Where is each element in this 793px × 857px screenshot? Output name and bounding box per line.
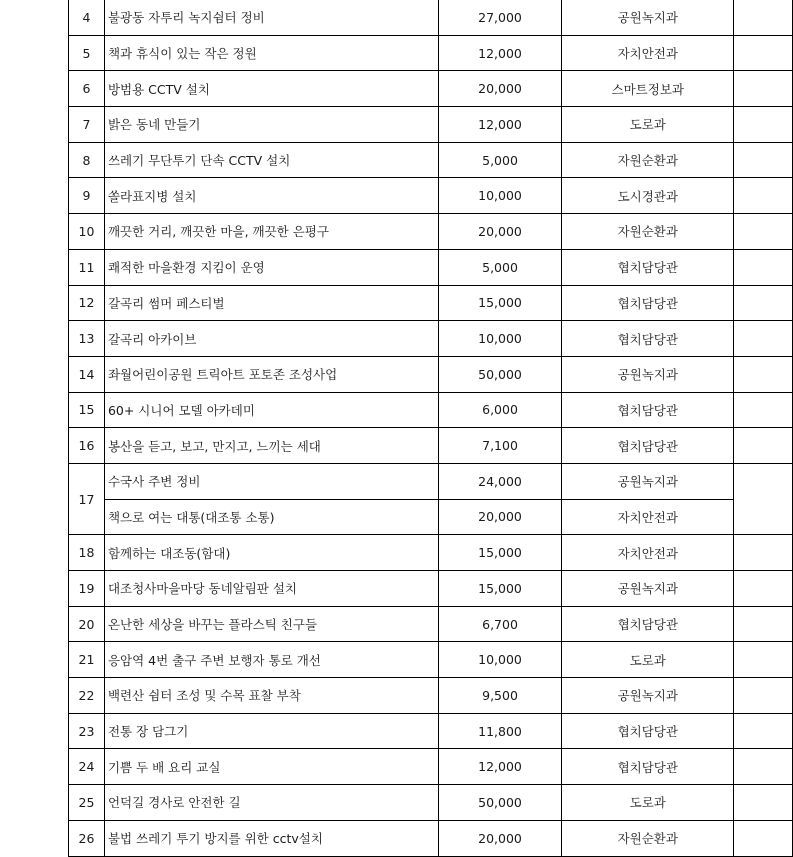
note-cell — [734, 321, 793, 357]
department-cell: 도로과 — [562, 785, 734, 821]
amount-cell: 5,000 — [438, 249, 562, 285]
note-cell — [734, 35, 793, 71]
row-number: 22 — [69, 678, 105, 714]
department-cell: 자원순환과 — [562, 142, 734, 178]
department-cell: 스마트정보과 — [562, 71, 734, 107]
table-row — [69, 713, 793, 749]
department-cell: 공원녹지과 — [562, 356, 734, 392]
table-row — [69, 71, 793, 107]
row-number: 6 — [69, 71, 105, 107]
amount-cell: 6,700 — [438, 606, 562, 642]
department-cell: 협치담당관 — [562, 749, 734, 785]
row-number: 14 — [69, 356, 105, 392]
amount-cell: 15,000 — [438, 535, 562, 571]
note-cell — [734, 678, 793, 714]
table-row — [69, 749, 793, 785]
amount-cell: 12,000 — [438, 35, 562, 71]
table-row — [69, 321, 793, 357]
table-row — [69, 214, 793, 250]
row-number: 24 — [69, 749, 105, 785]
amount-cell: 15,000 — [438, 285, 562, 321]
note-cell — [734, 356, 793, 392]
amount-cell: 12,000 — [438, 749, 562, 785]
project-name-cell: 대조청사마을마당 동네알림판 설치 — [104, 571, 438, 607]
department-cell: 공원녹지과 — [562, 0, 734, 35]
table-row — [69, 428, 793, 464]
department-cell: 자원순환과 — [562, 214, 734, 250]
department-cell: 도시경관과 — [562, 178, 734, 214]
project-name-cell: 불법 쓰레기 투기 방지를 위한 cctv설치 — [104, 820, 438, 856]
row-number: 7 — [69, 107, 105, 143]
note-cell — [734, 285, 793, 321]
note-cell — [734, 713, 793, 749]
note-cell — [734, 214, 793, 250]
amount-cell: 24,000 — [438, 463, 562, 499]
note-cell — [734, 142, 793, 178]
department-cell: 자치안전과 — [562, 499, 734, 535]
table-row — [69, 606, 793, 642]
note-cell — [734, 820, 793, 856]
note-cell — [734, 642, 793, 678]
project-name-cell: 깨끗한 거리, 깨끗한 마을, 깨끗한 은평구 — [104, 214, 438, 250]
row-number: 5 — [69, 35, 105, 71]
department-cell: 협치담당관 — [562, 249, 734, 285]
row-number: 20 — [69, 606, 105, 642]
project-name-cell: 응암역 4번 출구 주변 보행자 통로 개선 — [104, 642, 438, 678]
amount-cell: 7,100 — [438, 428, 562, 464]
table-row — [69, 392, 793, 428]
note-cell — [734, 107, 793, 143]
row-number: 18 — [69, 535, 105, 571]
project-name-cell: 60+ 시니어 모델 아카데미 — [104, 392, 438, 428]
table-row — [69, 0, 793, 35]
table-row — [69, 499, 793, 535]
row-number: 21 — [69, 642, 105, 678]
amount-cell: 50,000 — [438, 785, 562, 821]
row-number: 15 — [69, 392, 105, 428]
project-name-cell: 봉산을 듣고, 보고, 만지고, 느끼는 세대 — [104, 428, 438, 464]
amount-cell: 9,500 — [438, 678, 562, 714]
note-cell — [734, 535, 793, 571]
project-name-cell: 쏠라표지병 설치 — [104, 178, 438, 214]
department-cell: 협치담당관 — [562, 285, 734, 321]
table-row — [69, 356, 793, 392]
amount-cell: 10,000 — [438, 321, 562, 357]
table-row — [69, 178, 793, 214]
row-number: 11 — [69, 249, 105, 285]
note-cell — [734, 749, 793, 785]
table-row — [69, 463, 793, 499]
note-cell — [734, 392, 793, 428]
department-cell: 공원녹지과 — [562, 463, 734, 499]
amount-cell: 20,000 — [438, 214, 562, 250]
project-name-cell: 갈곡리 아카이브 — [104, 321, 438, 357]
table-row — [69, 535, 793, 571]
project-name-cell: 밝은 동네 만들기 — [104, 107, 438, 143]
row-number: 10 — [69, 214, 105, 250]
row-number: 13 — [69, 321, 105, 357]
project-name-cell: 백련산 쉼터 조성 및 수목 표찰 부착 — [104, 678, 438, 714]
table-row — [69, 820, 793, 856]
amount-cell: 27,000 — [438, 0, 562, 35]
department-cell: 자치안전과 — [562, 35, 734, 71]
row-number: 8 — [69, 142, 105, 178]
department-cell: 도로과 — [562, 107, 734, 143]
amount-cell: 10,000 — [438, 642, 562, 678]
row-number: 16 — [69, 428, 105, 464]
note-cell — [734, 428, 793, 464]
amount-cell: 6,000 — [438, 392, 562, 428]
table-row — [69, 285, 793, 321]
amount-cell: 11,800 — [438, 713, 562, 749]
note-cell — [734, 249, 793, 285]
project-name-cell: 전통 장 담그기 — [104, 713, 438, 749]
table-row — [69, 785, 793, 821]
row-number: 4 — [69, 0, 105, 35]
note-cell — [734, 606, 793, 642]
amount-cell: 50,000 — [438, 356, 562, 392]
project-name-cell: 쓰레기 무단투기 단속 CCTV 설치 — [104, 142, 438, 178]
table-row — [69, 571, 793, 607]
table-row — [69, 678, 793, 714]
department-cell: 자원순환과 — [562, 820, 734, 856]
department-cell: 협치담당관 — [562, 713, 734, 749]
project-name-cell: 책과 휴식이 있는 작은 정원 — [104, 35, 438, 71]
project-name-cell: 언덕길 경사로 안전한 길 — [104, 785, 438, 821]
table-row — [69, 107, 793, 143]
amount-cell: 20,000 — [438, 71, 562, 107]
row-number: 19 — [69, 571, 105, 607]
project-name-cell: 불광동 자투리 녹지쉼터 정비 — [104, 0, 438, 35]
note-cell — [734, 463, 793, 534]
budget-table — [68, 0, 793, 857]
amount-cell: 20,000 — [438, 820, 562, 856]
row-number: 23 — [69, 713, 105, 749]
department-cell: 공원녹지과 — [562, 678, 734, 714]
note-cell — [734, 178, 793, 214]
department-cell: 자치안전과 — [562, 535, 734, 571]
table-row — [69, 35, 793, 71]
project-name-cell: 수국사 주변 정비 — [104, 463, 438, 499]
row-number: 12 — [69, 285, 105, 321]
note-cell — [734, 71, 793, 107]
table-row — [69, 642, 793, 678]
amount-cell: 5,000 — [438, 142, 562, 178]
note-cell — [734, 0, 793, 35]
department-cell: 협치담당관 — [562, 428, 734, 464]
row-number: 26 — [69, 820, 105, 856]
row-number: 17 — [69, 463, 105, 534]
department-cell: 협치담당관 — [562, 321, 734, 357]
project-name-cell: 좌월어린이공원 트릭아트 포토존 조성사업 — [104, 356, 438, 392]
amount-cell: 15,000 — [438, 571, 562, 607]
project-name-cell: 쾌적한 마을환경 지킴이 운영 — [104, 249, 438, 285]
project-name-cell: 온난한 세상을 바꾸는 플라스틱 친구들 — [104, 606, 438, 642]
department-cell: 협치담당관 — [562, 392, 734, 428]
budget-table-body — [69, 0, 793, 856]
table-row — [69, 142, 793, 178]
note-cell — [734, 571, 793, 607]
project-name-cell: 갈곡리 썸머 페스티벌 — [104, 285, 438, 321]
project-name-cell: 함께하는 대조동(함대) — [104, 535, 438, 571]
project-name-cell: 책으로 여는 대통(대조통 소통) — [104, 499, 438, 535]
amount-cell: 12,000 — [438, 107, 562, 143]
department-cell: 협치담당관 — [562, 606, 734, 642]
row-number: 25 — [69, 785, 105, 821]
amount-cell: 20,000 — [438, 499, 562, 535]
project-name-cell: 기쁨 두 배 요리 교실 — [104, 749, 438, 785]
note-cell — [734, 785, 793, 821]
department-cell: 공원녹지과 — [562, 571, 734, 607]
amount-cell: 10,000 — [438, 178, 562, 214]
table-row — [69, 249, 793, 285]
row-number: 9 — [69, 178, 105, 214]
project-name-cell: 방범용 CCTV 설치 — [104, 71, 438, 107]
department-cell: 도로과 — [562, 642, 734, 678]
